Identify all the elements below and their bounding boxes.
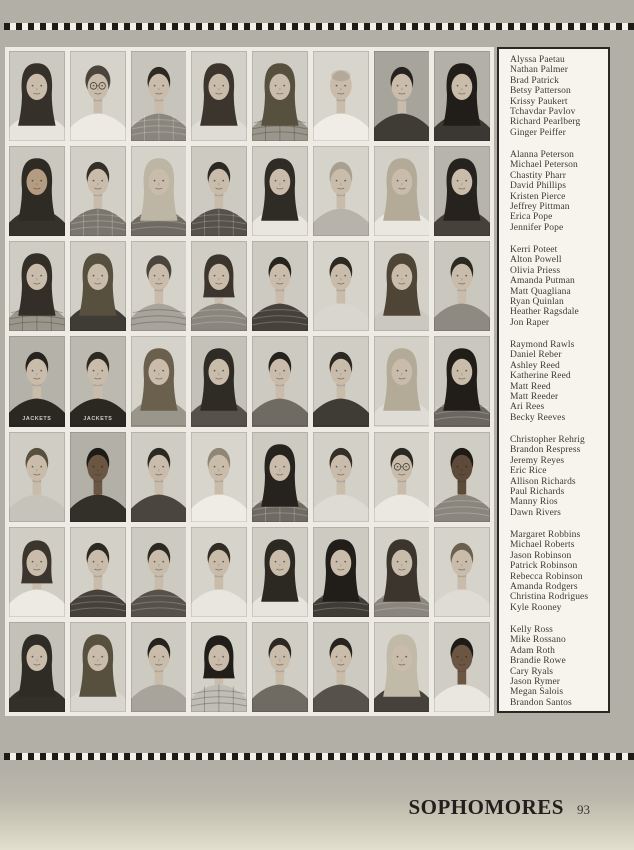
student-name: Paul Richards [510,487,565,498]
student-photo [191,146,247,236]
student-photo [313,622,369,712]
student-name: Brandie Rowe [510,656,566,667]
student-name: Michael Peterson [510,160,578,171]
student-photo [252,51,308,141]
portrait-photo [313,241,369,331]
student-photo [9,622,65,712]
student-photo [9,432,65,522]
student-photo [191,51,247,141]
page-footer [408,795,590,820]
portrait-photo [434,527,490,617]
portrait-photo [374,622,430,712]
portrait-photo [70,527,126,617]
student-name: Alanna Peterson [510,150,575,160]
student-photo [70,622,126,712]
portrait-photo [191,146,247,236]
name-group [510,55,604,150]
student-name: Manny Rios [510,497,558,508]
names-list [499,49,608,720]
portrait-photo [131,146,187,236]
portrait-photo [191,622,247,712]
student-photo [252,622,308,712]
student-photo [9,146,65,236]
student-photo [70,527,126,617]
student-photo [313,432,369,522]
student-photo [131,51,187,141]
portrait-photo [434,241,490,331]
portrait-photo [9,51,65,141]
student-photo [313,51,369,141]
svg-text:JACKETS: JACKETS [22,416,52,423]
student-name: Kyle Rooney [510,602,562,613]
student-name: Eric Rice [510,466,547,477]
student-name: Amanda Rodgers [510,582,578,593]
bottom-dashed-border [4,753,634,760]
student-name: David Phillips [510,181,567,192]
portrait-photo [434,336,490,426]
student-name: Kelly Ross [510,625,553,635]
student-name: Matt Quagliana [510,286,571,297]
student-photo [313,527,369,617]
name-group [510,245,604,340]
portrait-photo [70,51,126,141]
student-name: Richard Pearlberg [510,117,581,128]
student-photo [313,336,369,426]
student-name: Ryan Quinlan [510,297,564,308]
portrait-photo [374,527,430,617]
student-name: Katherine Reed [510,371,571,382]
portrait-photo [131,432,187,522]
portrait-photo [191,336,247,426]
student-name: Ginger Peiffer [510,127,566,138]
student-photo [9,241,65,331]
student-photo [374,51,430,141]
name-group [510,435,604,530]
portrait-photo [252,146,308,236]
page-number: 93 [577,802,590,817]
student-photo [252,432,308,522]
student-name: Nathan Palmer [510,65,569,76]
student-photo [434,146,490,236]
student-name: Alton Powell [510,255,562,266]
portrait-photo [70,146,126,236]
student-name: Dawn Rivers [510,507,561,518]
portrait-photo [131,622,187,712]
student-photo [191,622,247,712]
student-photo [252,336,308,426]
portrait-photo [9,622,65,712]
portrait-photo [252,622,308,712]
student-name: Patrick Robinson [510,561,578,572]
student-name: Brandon Santos [510,697,572,708]
portrait-photo [191,432,247,522]
student-photo [374,146,430,236]
section-title: SOPHOMORES [408,795,564,819]
student-photo [191,432,247,522]
portrait-photo [131,527,187,617]
student-name: Jeffrey Pittman [510,202,570,213]
student-name: Adam Roth [510,645,555,656]
name-group [510,530,604,625]
photo-grid [5,47,494,716]
student-name: Daniel Reber [510,350,562,361]
portrait-photo [252,51,308,141]
portrait-photo [9,527,65,617]
portrait-photo [252,241,308,331]
student-photo [252,146,308,236]
student-name: Alyssa Paetau [510,55,565,65]
student-photo [434,241,490,331]
portrait-photo [313,432,369,522]
student-photo [434,622,490,712]
portrait-photo [374,146,430,236]
student-photo [131,622,187,712]
student-name: Olivia Priess [510,265,561,276]
student-photo [313,146,369,236]
student-name: Becky Reeves [510,412,566,423]
student-name: Margaret Robbins [510,530,581,540]
student-name: Megan Salois [510,687,564,698]
portrait-photo [131,241,187,331]
student-photo [434,51,490,141]
svg-text:JACKETS: JACKETS [83,416,113,423]
student-photo [191,527,247,617]
portrait-photo [131,336,187,426]
portrait-photo [313,336,369,426]
top-dashed-border [4,23,634,30]
student-photo [70,51,126,141]
student-photo [374,432,430,522]
portrait-photo [313,146,369,236]
student-photo [131,146,187,236]
student-photo [131,336,187,426]
student-name: Jeremy Reyes [510,455,565,466]
student-photo [374,527,430,617]
student-name: Mike Rossano [510,635,566,646]
portrait-photo [70,336,126,426]
portrait-photo [191,241,247,331]
student-photo [9,336,65,426]
name-group [510,340,604,435]
portrait-photo [374,336,430,426]
student-name: Cary Ryals [510,666,554,677]
student-photo [374,336,430,426]
student-name: Michael Roberts [510,540,575,551]
student-name: Tchavdar Pavlov [510,107,576,118]
student-name: Raymond Rawls [510,340,575,350]
student-photo [70,241,126,331]
portrait-photo [70,432,126,522]
student-name: Kerri Poteet [510,245,558,255]
portrait-photo [191,527,247,617]
student-name: Heather Ragsdale [510,307,579,318]
student-name: Erica Pope [510,212,553,223]
portrait-photo [434,622,490,712]
student-photo [131,432,187,522]
student-photo [434,432,490,522]
portrait-photo [9,146,65,236]
name-group [510,625,604,720]
portrait-photo [434,432,490,522]
student-name: Betsy Patterson [510,86,571,97]
portrait-photo [252,432,308,522]
student-name: Amanda Putman [510,276,575,287]
portrait-photo [131,51,187,141]
student-photo [191,336,247,426]
student-photo [9,51,65,141]
student-photo [434,336,490,426]
portrait-photo [9,336,65,426]
portrait-photo [252,527,308,617]
student-name: Jason Rymer [510,677,561,688]
student-name: Allison Richards [510,476,576,487]
student-photo [191,241,247,331]
portrait-photo [313,527,369,617]
student-photo [252,241,308,331]
name-group [510,150,604,245]
portrait-photo [9,241,65,331]
student-name: Chastity Pharr [510,170,567,181]
student-name: Krissy Paukert [510,96,568,107]
names-box [497,47,610,713]
student-photo [70,432,126,522]
portrait-photo [374,51,430,141]
student-name: Jon Raper [510,317,550,328]
portrait-photo [313,622,369,712]
student-name: Christina Rodrigues [510,592,589,603]
student-name: Christopher Rehrig [510,435,585,445]
portrait-photo [70,622,126,712]
student-name: Jason Robinson [510,550,572,561]
student-photo [374,241,430,331]
student-name: Rebecca Robinson [510,571,583,582]
student-photo [9,527,65,617]
portrait-photo [434,51,490,141]
student-photo [374,622,430,712]
student-name: Matt Reed [510,381,551,392]
student-name: Ashley Reed [510,360,560,371]
student-photo [434,527,490,617]
student-name: Jennifer Pope [510,222,564,233]
student-name: Kristen Pierce [510,191,566,202]
student-photo [131,241,187,331]
student-name: Brandon Respress [510,445,581,456]
portrait-photo [252,336,308,426]
student-photo [131,527,187,617]
portrait-photo [9,432,65,522]
portrait-photo [434,146,490,236]
portrait-photo [70,241,126,331]
student-photo [252,527,308,617]
portrait-photo [374,432,430,522]
student-photo [70,336,126,426]
student-name: Matt Reeder [510,392,559,403]
portrait-photo [374,241,430,331]
student-photo [313,241,369,331]
student-photo [70,146,126,236]
portrait-photo [313,51,369,141]
student-name: Brad Patrick [510,75,559,86]
portrait-photo [191,51,247,141]
student-name: Ari Rees [510,402,545,413]
